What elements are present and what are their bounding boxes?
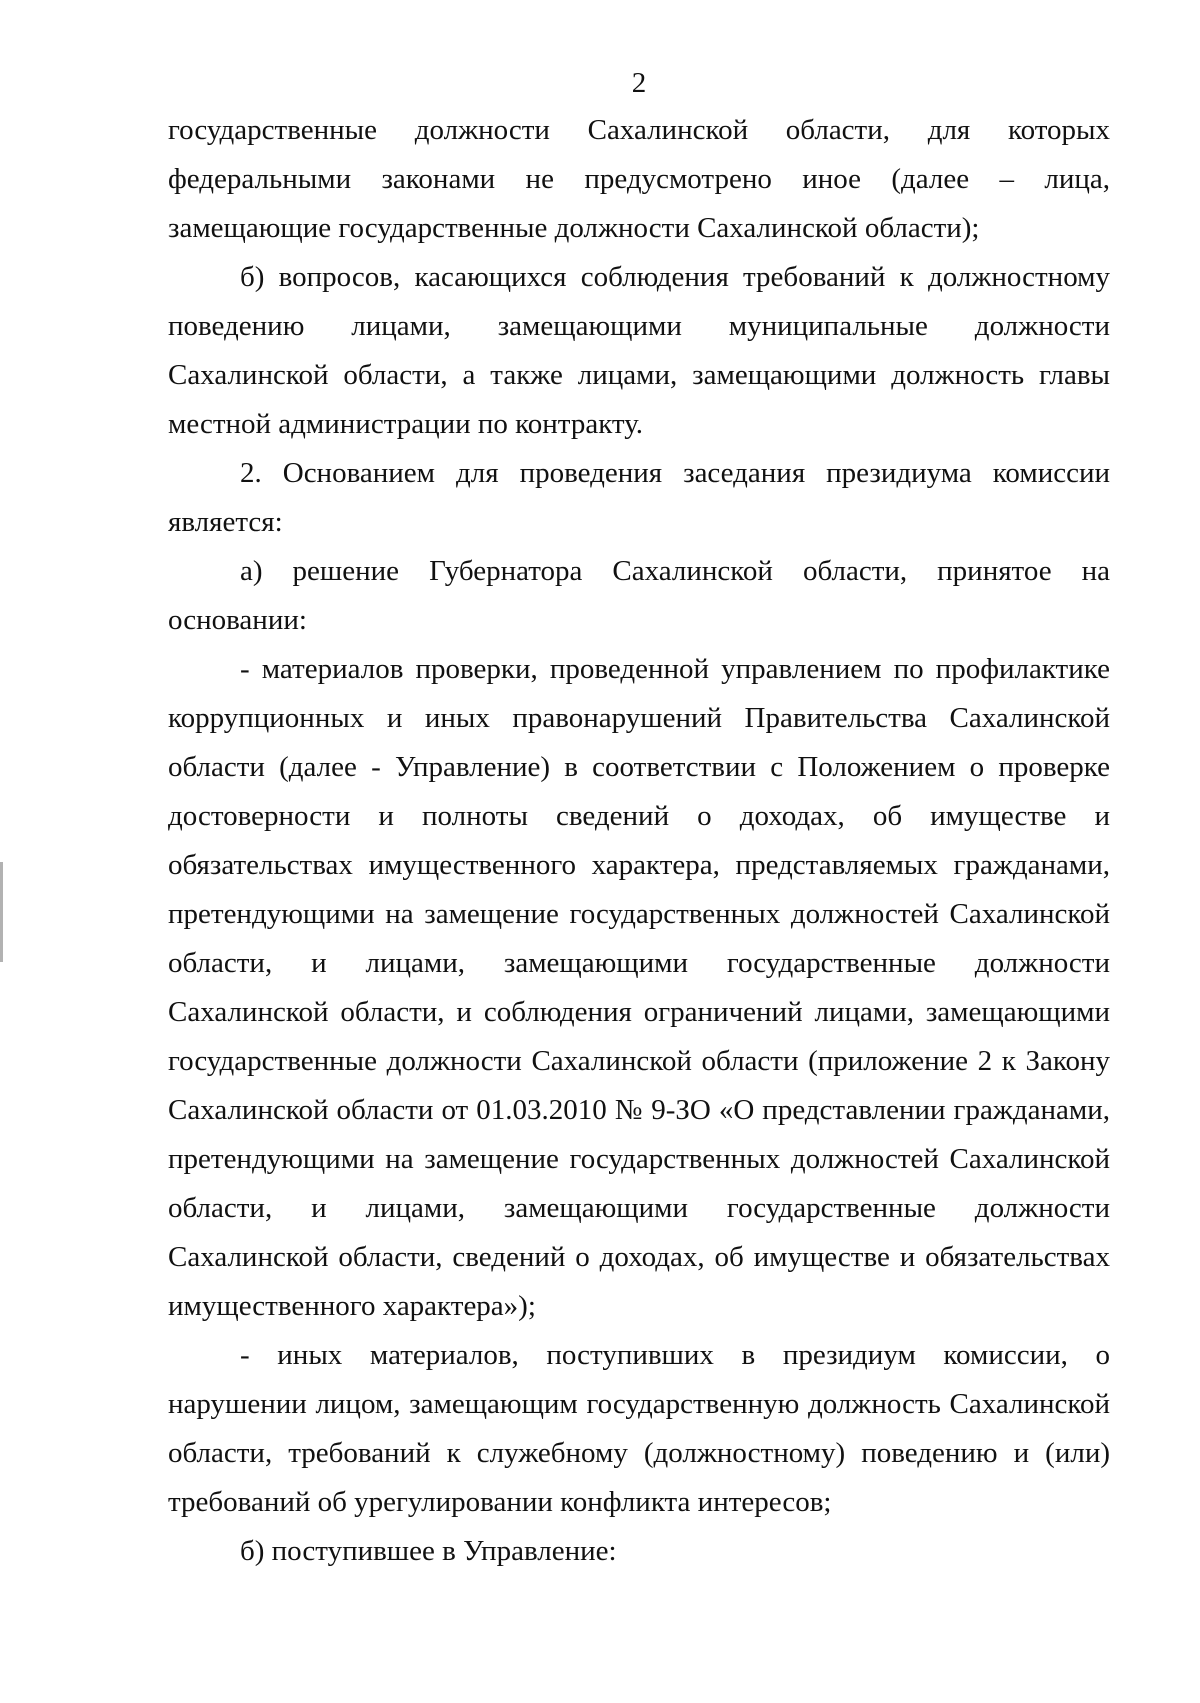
document-body [168,106,1110,1576]
paragraph-bullet-other-materials: - иных материалов, поступивших в президиум комиссии, о нарушении лицом, замещающим государственную должность Сахалинской области, требований к служебному (должностному) поведению и (или) требований об урегулировании конфликта интересов; [168,1339,1110,1518]
paragraph-item-b-received: б) поступившее в Управление: [240,1535,617,1567]
paragraph-section-2: 2. Основанием для проведения заседания президиума комиссии является: [168,457,1110,538]
scan-edge-mark [0,862,3,962]
paragraph-item-a-decision: а) решение Губернатора Сахалинской области, принятое на основании: [168,555,1110,636]
paragraph-continuation: государственные должности Сахалинской области, для которых федеральными законами не предусмотрено иное (далее – лица, замещающие государственные должности Сахалинской области); [168,114,1110,244]
paragraph-bullet-check-materials: - материалов проверки, проведенной управлением по профилактике коррупционных и иных правонарушений Правительства Сахалинской области (далее - Управление) в соответствии с Положением о проверке достоверности и полноты сведений о доходах, об имуществе и обязательствах имущественного характера, представляемых гражданами, претендующими на замещение государственных должностей Сахалинской области, и лицами, замещающими государственные должности Сахалинской области, и соблюдения ограничений лицами, замещающими государственные должности Сахалинской области (приложение 2 к Закону Сахалинской области от 01.03.2010 № 9-ЗО «О представлении гражданами, претендующими на замещение государственных должностей Сахалинской области, и лицами, замещающими государственные должности Сахалинской области, сведений о доходах, об имуществе и обязательствах имущественного характера»); [168,653,1110,1322]
page-number: 2 [631,67,647,99]
paragraph-item-b-questions: б) вопросов, касающихся соблюдения требований к должностному поведению лицами, замещающими муниципальные должности Сахалинской области, а также лицами, замещающими должность главы местной администрации по контракту. [168,261,1110,440]
